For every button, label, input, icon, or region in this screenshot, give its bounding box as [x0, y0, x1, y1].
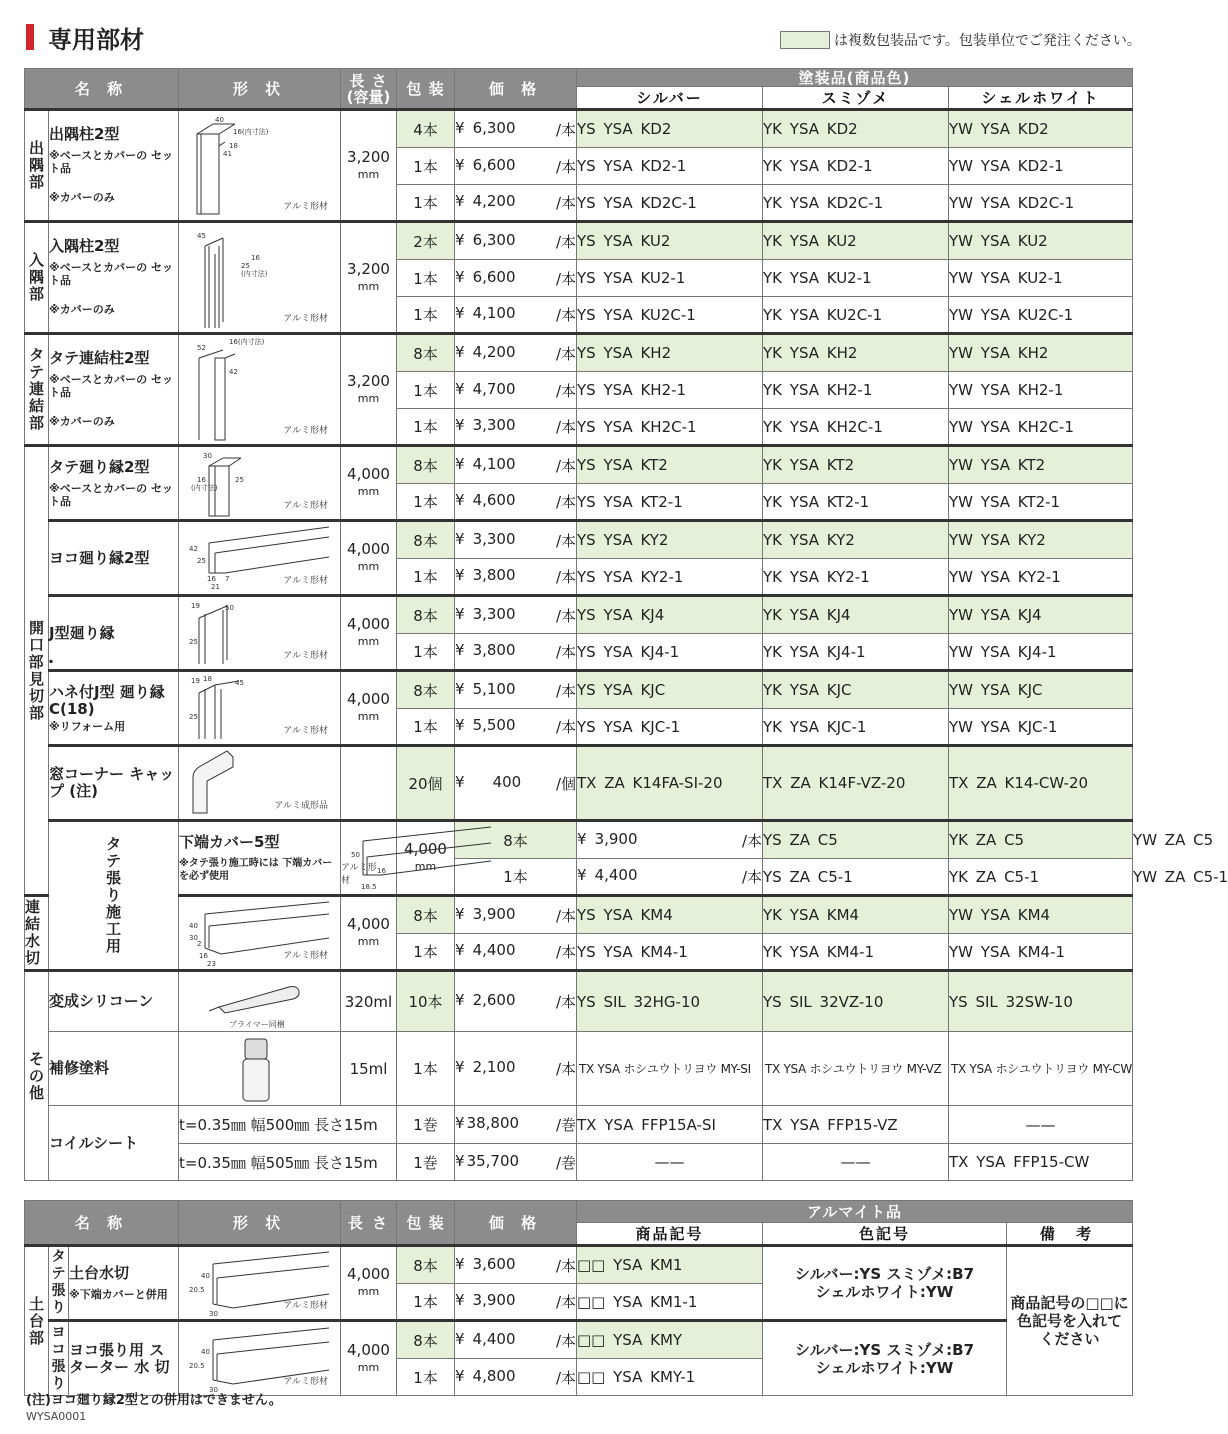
- pack: 8本: [397, 896, 455, 934]
- price: ¥ /本 6,300: [455, 110, 577, 148]
- code-silver: TX YSA FFP15A-SI: [577, 1106, 763, 1144]
- code-sumizome: YK ZA C5: [949, 821, 1133, 859]
- header-remark: 備 考: [1007, 1223, 1133, 1246]
- code-sumizome: YK YSA KU2-1: [763, 260, 949, 297]
- code-shellwhite: YW YSA KJ4-1: [949, 634, 1133, 671]
- svg-text:30: 30: [189, 934, 198, 942]
- shape-ky2: 42 25 16 21 7 アルミ形材: [179, 521, 341, 596]
- table-row: [25, 1246, 1133, 1284]
- table-row: [25, 222, 1133, 260]
- product-code: □□ YSA KM1: [577, 1246, 763, 1284]
- header-alumite: アルマイト品: [577, 1201, 1133, 1223]
- code-silver: YS YSA KJ4: [577, 596, 763, 634]
- header-code: 商品記号: [577, 1223, 763, 1246]
- svg-text:42: 42: [229, 367, 238, 376]
- pack: 1本: [397, 559, 455, 596]
- table-row: [25, 334, 1133, 372]
- pack: 1本: [397, 484, 455, 521]
- svg-text:52: 52: [197, 343, 206, 352]
- shape-kt2: 30 16 (内寸法) 25 アルミ形材: [179, 446, 341, 521]
- product-name-c5: 下端カバー5型 ※タテ張り施工時には 下端カバーを必ず使用: [179, 821, 341, 896]
- alumite-price-table: [24, 1200, 1133, 1396]
- svg-text:40: 40: [201, 1347, 210, 1356]
- length-kd2: 3,200 mm: [341, 110, 397, 222]
- svg-text:30: 30: [203, 452, 212, 460]
- code-silver: YS YSA KJC-1: [577, 709, 763, 746]
- price: ¥ /本 3,300: [455, 521, 577, 559]
- shape-km4: 40 30 2 16 23 アルミ形材: [179, 896, 341, 971]
- code-sumizome: YK YSA KH2: [763, 334, 949, 372]
- code-shellwhite: YW YSA KD2: [949, 110, 1133, 148]
- price: ¥ /本 4,600: [455, 484, 577, 521]
- length-kh2: 3,200 mm: [341, 334, 397, 446]
- code-sumizome: TX YSA FFP15-VZ: [763, 1106, 949, 1144]
- code-silver: TX YSA ホシユウトリヨウ MY-SI: [577, 1032, 763, 1106]
- svg-text:50: 50: [351, 851, 360, 859]
- sub-label-tatebari: タテ張り: [49, 1246, 69, 1321]
- product-code: □□ YSA KM1-1: [577, 1284, 763, 1321]
- code-sumizome: YK YSA KY2: [763, 521, 949, 559]
- group-label-kaikou: 開口部・見切部: [25, 446, 49, 896]
- svg-text:2: 2: [197, 940, 202, 948]
- svg-text:40: 40: [201, 1272, 210, 1280]
- header-shellwhite: シェルホワイト: [949, 87, 1133, 110]
- price: ¥ /本 3,300: [455, 409, 577, 446]
- price: ¥ /本 5,500: [455, 709, 577, 746]
- svg-text:16: 16: [251, 253, 260, 262]
- code-silver: YS YSA KU2C-1: [577, 297, 763, 334]
- table-row: [25, 1032, 1133, 1106]
- svg-text:16(内寸法): 16(内寸法): [233, 127, 269, 136]
- svg-text:50: 50: [225, 604, 234, 612]
- code-sumizome: YK YSA KJC-1: [763, 709, 949, 746]
- table-row: [25, 1144, 1133, 1181]
- svg-text:30: 30: [209, 1310, 218, 1318]
- code-silver: YS YSA KH2: [577, 334, 763, 372]
- price: ¥ /本 4,700: [455, 372, 577, 409]
- header-name: 名 称: [25, 1201, 179, 1246]
- price: ¥ /本 2,100: [455, 1032, 577, 1106]
- svg-text:25: 25: [197, 557, 206, 565]
- code-shellwhite: TX YSA ホシユウトリヨウ MY-CW: [949, 1032, 1133, 1106]
- length-ku2: 3,200 mm: [341, 222, 397, 334]
- table-row: [25, 446, 1133, 484]
- code-silver: YS YSA KD2C-1: [577, 185, 763, 222]
- code-sumizome: YK YSA KU2: [763, 222, 949, 260]
- table-row: [25, 110, 1133, 148]
- coil-spec: t=0.35㎜ 幅505㎜ 長さ15m: [179, 1144, 397, 1181]
- group-label-sonota: その他: [25, 971, 49, 1181]
- length-kjc: 4,000 mm: [341, 671, 397, 746]
- pack: 1本: [397, 1284, 455, 1321]
- code-silver: YS YSA KT2-1: [577, 484, 763, 521]
- header-name: 名 称: [25, 69, 179, 110]
- code-shellwhite: YW YSA KM4-1: [949, 934, 1133, 971]
- header-length: 長 さ (容量): [341, 69, 397, 110]
- code-sumizome: YK YSA KD2-1: [763, 148, 949, 185]
- svg-text:40: 40: [215, 115, 224, 124]
- parts-price-table: [24, 68, 1228, 1181]
- product-name-coil: コイルシート: [49, 1106, 179, 1181]
- svg-text:7: 7: [225, 575, 230, 583]
- product-name-kh2: タテ連結柱2型 ※ベースとカバーの セット品 ※カバーのみ: [49, 334, 179, 446]
- product-name-kt2: タテ廻り縁2型 ※ベースとカバーの セット品: [49, 446, 179, 521]
- length-kmy: 4,000 mm: [341, 1321, 397, 1396]
- page-title: 専用部材: [48, 26, 144, 54]
- code-silver: YS YSA KM4: [577, 896, 763, 934]
- silicone-tube-icon: [179, 973, 339, 1031]
- code-shellwhite: YW YSA KD2C-1: [949, 185, 1133, 222]
- price: ¥ /本 3,800: [455, 634, 577, 671]
- pack: 1本: [397, 409, 455, 446]
- price: ¥ /本 4,400: [455, 934, 577, 971]
- group-label-tatebari: タテ張り施工用: [49, 821, 179, 971]
- price: ¥ /本 5,100: [455, 671, 577, 709]
- length-silicone: 320ml: [341, 971, 397, 1032]
- shape-km1: 40 20.5 30 アルミ形材: [179, 1246, 341, 1321]
- code-silver: YS YSA KH2C-1: [577, 409, 763, 446]
- svg-text:(内寸法): (内寸法): [241, 269, 268, 278]
- price: ¥ /本 4,400: [577, 859, 763, 896]
- code-shellwhite: YW YSA KY2-1: [949, 559, 1133, 596]
- price: ¥ /本 2,600: [455, 971, 577, 1032]
- table-row: [25, 896, 1133, 934]
- svg-text:20.5: 20.5: [189, 1286, 205, 1294]
- shape-paint: [179, 1032, 341, 1106]
- price: ¥ /本 4,100: [455, 297, 577, 334]
- shape-kjc: 19 18 45 25 アルミ形材: [179, 671, 341, 746]
- svg-text:42: 42: [189, 545, 198, 553]
- code-silver: YS YSA KJC: [577, 671, 763, 709]
- code-sumizome: YK YSA KM4: [763, 896, 949, 934]
- svg-text:25: 25: [235, 476, 244, 484]
- code-sumizome: ——: [763, 1144, 949, 1181]
- product-name-paint: 補修塗料: [49, 1032, 179, 1106]
- code-shellwhite: YW YSA KJC-1: [949, 709, 1133, 746]
- code-silver: YS YSA KU2: [577, 222, 763, 260]
- product-name-ky2: ヨコ廻り縁2型: [49, 521, 179, 596]
- code-shellwhite: YW YSA KU2C-1: [949, 297, 1133, 334]
- pack: 4本: [397, 110, 455, 148]
- pack: 1本: [397, 260, 455, 297]
- price: ¥ /本 4,100: [455, 446, 577, 484]
- header-pack: 包 装: [397, 69, 455, 110]
- shape-kj4: 19 50 25 アルミ形材: [179, 596, 341, 671]
- code-sumizome: YS SIL 32VZ-10: [763, 971, 949, 1032]
- shape-kd2: 40 16(内寸法) 41 18 アルミ形材: [179, 110, 341, 222]
- svg-text:18: 18: [229, 141, 238, 150]
- code-shellwhite: ——: [949, 1106, 1133, 1144]
- code-silver: YS YSA KD2: [577, 110, 763, 148]
- code-sumizome: TX ZA K14F-VZ-20: [763, 746, 949, 821]
- table-row: [25, 596, 1133, 634]
- header-painted: 塗装品(商品色): [577, 69, 1133, 87]
- length-paint: 15ml: [341, 1032, 397, 1106]
- pack: 8本: [455, 821, 577, 859]
- multi-pack-legend-text: は複数包装品です。包装単位でご発注ください。: [834, 33, 1141, 49]
- price: ¥ /本 3,800: [455, 559, 577, 596]
- code-shellwhite: YW YSA KU2-1: [949, 260, 1133, 297]
- pack: 8本: [397, 596, 455, 634]
- product-name-cap: 窓コーナー キャップ (注): [49, 746, 179, 821]
- code-silver: YS YSA KD2-1: [577, 148, 763, 185]
- pack: 20個: [397, 746, 455, 821]
- code-silver: YS ZA C5: [763, 821, 949, 859]
- color-code-note: シルバー:YS スミゾメ:B7 シェルホワイト:YW: [763, 1246, 1007, 1321]
- group-label-dezumi: 出隅部: [25, 110, 49, 222]
- length-km1: 4,000 mm: [341, 1246, 397, 1321]
- svg-text:19: 19: [191, 677, 200, 685]
- price: ¥ /巻 35,700: [455, 1144, 577, 1181]
- header-shape: 形 状: [179, 69, 341, 110]
- code-shellwhite: YS SIL 32SW-10: [949, 971, 1133, 1032]
- price: ¥ /本 4,400: [455, 1321, 577, 1359]
- price: ¥ /巻 38,800: [455, 1106, 577, 1144]
- multi-pack-legend: [780, 30, 1141, 50]
- code-shellwhite: TX YSA FFP15-CW: [949, 1144, 1133, 1181]
- code-shellwhite: YW YSA KH2C-1: [949, 409, 1133, 446]
- code-sumizome: YK YSA KH2-1: [763, 372, 949, 409]
- price: ¥ /本 6,300: [455, 222, 577, 260]
- svg-text:16: 16: [197, 476, 206, 484]
- code-silver: YS SIL 32HG-10: [577, 971, 763, 1032]
- code-sumizome: YK YSA KD2C-1: [763, 185, 949, 222]
- svg-text:(内寸法): (内寸法): [191, 484, 218, 492]
- svg-text:45: 45: [197, 231, 206, 240]
- header-length: 長 さ: [341, 1201, 397, 1246]
- pack: 1本: [397, 634, 455, 671]
- svg-text:プライマー同梱: プライマー同梱: [229, 1019, 285, 1029]
- header-color: 色記号: [763, 1223, 1007, 1246]
- length-km4: 4,000 mm: [341, 896, 397, 971]
- pack: 8本: [397, 521, 455, 559]
- code-silver: YS ZA C5-1: [763, 859, 949, 896]
- pack: 1本: [397, 1032, 455, 1106]
- code-sumizome: YK YSA KJ4-1: [763, 634, 949, 671]
- price: ¥ /本 4,200: [455, 185, 577, 222]
- pack: 1本: [397, 709, 455, 746]
- pack: 8本: [397, 334, 455, 372]
- pack: 2本: [397, 222, 455, 260]
- table-row: 1本 ¥ /本 4,400 YS ZA C5-1 YK ZA C5-1 YW ZA C5-1: [25, 859, 1133, 896]
- shape-kmy: 40 20.5 30 アルミ形材: [179, 1321, 341, 1396]
- code-silver: YS YSA KU2-1: [577, 260, 763, 297]
- header-pack: 包 装: [397, 1201, 455, 1246]
- sub-label-yokobari: ヨコ張り: [49, 1321, 69, 1396]
- code-shellwhite: TX ZA K14-CW-20: [949, 746, 1133, 821]
- svg-text:16: 16: [377, 867, 386, 875]
- code-shellwhite: YW YSA KY2: [949, 521, 1133, 559]
- code-sumizome: TX YSA ホシユウトリヨウ MY-VZ: [763, 1032, 949, 1106]
- price: ¥ /本 3,300: [455, 596, 577, 634]
- code-sumizome: YK YSA KJC: [763, 671, 949, 709]
- table-row: [25, 671, 1133, 709]
- svg-text:41: 41: [223, 149, 232, 158]
- length-kj4: 4,000 mm: [341, 596, 397, 671]
- pack: 8本: [397, 1321, 455, 1359]
- code-silver: YS YSA KY2-1: [577, 559, 763, 596]
- table-row: [25, 1321, 1133, 1359]
- price: ¥ /本 3,900: [577, 821, 763, 859]
- svg-text:20.5: 20.5: [189, 1361, 205, 1370]
- group-label-dodai: 土台部: [25, 1246, 49, 1396]
- table-row: [25, 1106, 1133, 1144]
- group-label-tate-renketsu: タテ連結部: [25, 334, 49, 446]
- pack: 1本: [397, 185, 455, 222]
- pack: 1本: [397, 1359, 455, 1396]
- price: ¥ /本 3,900: [455, 896, 577, 934]
- pack: 1本: [455, 859, 577, 896]
- product-name-kmy: ヨコ張り用 スターター 水 切: [69, 1321, 179, 1396]
- length-c5: 4,000 mm: [397, 821, 455, 896]
- table-row: タテ張り施工用 下端カバー5型 ※タテ張り施工時には 下端カバーを必ず使用 50 18.5 16 アルミ形材 4,000 mm 8本 ¥ /本 3,900 YS ZA C5 YK ZA C5 YW ZA C5: [25, 821, 1133, 859]
- shape-silicone: [179, 971, 341, 1032]
- multi-pack-swatch: [780, 31, 830, 49]
- svg-text:16: 16: [207, 575, 216, 583]
- remark: 商品記号の□□に 色記号を入れて ください: [1007, 1246, 1133, 1396]
- paint-bottle-icon: [179, 1033, 339, 1105]
- price: ¥ /本 4,200: [455, 334, 577, 372]
- svg-text:21: 21: [211, 583, 220, 591]
- code-sumizome: YK YSA KY2-1: [763, 559, 949, 596]
- product-name-kd2: 出隅柱2型 ※ベースとカバーの セット品 ※カバーのみ: [49, 110, 179, 222]
- document-id: WYSA0001: [26, 1410, 87, 1423]
- code-silver: TX ZA K14FA-SI-20: [577, 746, 763, 821]
- header-silver: シルバー: [577, 87, 763, 110]
- svg-text:25: 25: [189, 638, 198, 646]
- shape-c5: 50 18.5 16 アルミ形材: [341, 821, 397, 896]
- code-shellwhite: YW YSA KT2: [949, 446, 1133, 484]
- code-sumizome: YK YSA KT2-1: [763, 484, 949, 521]
- code-shellwhite: YW YSA KH2: [949, 334, 1133, 372]
- code-shellwhite: YW YSA KH2-1: [949, 372, 1133, 409]
- svg-text:16: 16: [199, 952, 208, 960]
- pack: 8本: [397, 1246, 455, 1284]
- code-silver: YS YSA KJ4-1: [577, 634, 763, 671]
- table-row: [25, 971, 1133, 1032]
- code-shellwhite: YW YSA KD2-1: [949, 148, 1133, 185]
- product-name-kjc: ハネ付J型 廻り縁C(18) ※リフォーム用: [49, 671, 179, 746]
- pack: 1本: [397, 372, 455, 409]
- table-row: [25, 521, 1133, 559]
- length-cap: [341, 746, 397, 821]
- product-name-silicone: 変成シリコーン: [49, 971, 179, 1032]
- product-code: □□ YSA KMY-1: [577, 1359, 763, 1396]
- pack: 1巻: [397, 1144, 455, 1181]
- title-accent-bar: [26, 24, 34, 50]
- pack: 1本: [397, 148, 455, 185]
- header-shape: 形 状: [179, 1201, 341, 1246]
- code-sumizome: YK ZA C5-1: [949, 859, 1133, 896]
- price: ¥ /本 3,600: [455, 1246, 577, 1284]
- svg-text:23: 23: [207, 960, 216, 968]
- header-price: 価 格: [455, 69, 577, 110]
- group-label-irizumi: 入隅部: [25, 222, 49, 334]
- pack: 10本: [397, 971, 455, 1032]
- code-sumizome: YK YSA KM4-1: [763, 934, 949, 971]
- pack: 1巻: [397, 1106, 455, 1144]
- svg-text:40: 40: [189, 922, 198, 930]
- price: ¥ /本 6,600: [455, 148, 577, 185]
- product-name-km1: 土台水切 ※下端カバーと併用: [69, 1246, 179, 1321]
- code-silver: YS YSA KH2-1: [577, 372, 763, 409]
- product-name-km4: 連結水切: [25, 896, 49, 971]
- pack: 1本: [397, 934, 455, 971]
- header-sumizome: スミゾメ: [763, 87, 949, 110]
- code-silver: YS YSA KM4-1: [577, 934, 763, 971]
- code-sumizome: YK YSA KH2C-1: [763, 409, 949, 446]
- header-price: 価 格: [455, 1201, 577, 1246]
- price: ¥ /本 6,600: [455, 260, 577, 297]
- shape-ku2: 45 16 25 (内寸法) アルミ形材: [179, 222, 341, 334]
- code-sumizome: YK YSA KT2: [763, 446, 949, 484]
- svg-text:16(内寸法): 16(内寸法): [229, 337, 265, 346]
- code-shellwhite: YW YSA KM4: [949, 896, 1133, 934]
- length-ky2: 4,000 mm: [341, 521, 397, 596]
- svg-text:18.5: 18.5: [361, 883, 377, 891]
- color-code-note: シルバー:YS スミゾメ:B7 シェルホワイト:YW: [763, 1321, 1007, 1396]
- length-kt2: 4,000 mm: [341, 446, 397, 521]
- coil-spec: t=0.35㎜ 幅500㎜ 長さ15m: [179, 1106, 397, 1144]
- svg-text:25: 25: [241, 261, 250, 270]
- svg-text:19: 19: [191, 602, 200, 610]
- product-name-ku2: 入隅柱2型 ※ベースとカバーの セット品 ※カバーのみ: [49, 222, 179, 334]
- code-sumizome: YK YSA KU2C-1: [763, 297, 949, 334]
- code-shellwhite: YW YSA KJ4: [949, 596, 1133, 634]
- code-shellwhite: YW YSA KU2: [949, 222, 1133, 260]
- footnote: (注)ヨコ廻り縁2型との併用はできません。: [26, 1393, 282, 1408]
- price: ¥ /本 3,900: [455, 1284, 577, 1321]
- price: ¥ /本 4,800: [455, 1359, 577, 1396]
- svg-text:25: 25: [189, 713, 198, 721]
- code-silver: YS YSA KT2: [577, 446, 763, 484]
- product-code: □□ YSA KMY: [577, 1321, 763, 1359]
- svg-text:45: 45: [235, 679, 244, 687]
- code-shellwhite: YW YSA KJC: [949, 671, 1133, 709]
- code-shellwhite: YW YSA KT2-1: [949, 484, 1133, 521]
- pack: 8本: [397, 671, 455, 709]
- shape-kh2: 52 16(内寸法) 42 アルミ形材: [179, 334, 341, 446]
- code-silver: YS YSA KY2: [577, 521, 763, 559]
- pack: 1本: [397, 297, 455, 334]
- code-sumizome: YK YSA KJ4: [763, 596, 949, 634]
- shape-cap: アルミ成形品: [179, 746, 341, 821]
- pack: 8本: [397, 446, 455, 484]
- table-row: [25, 746, 1133, 821]
- price: ¥ /個 400: [455, 746, 577, 821]
- svg-text:30: 30: [209, 1385, 218, 1394]
- code-sumizome: YK YSA KD2: [763, 110, 949, 148]
- code-silver: ——: [577, 1144, 763, 1181]
- product-name-kj4: J型廻り縁: [49, 596, 179, 671]
- svg-text:18: 18: [203, 675, 212, 683]
